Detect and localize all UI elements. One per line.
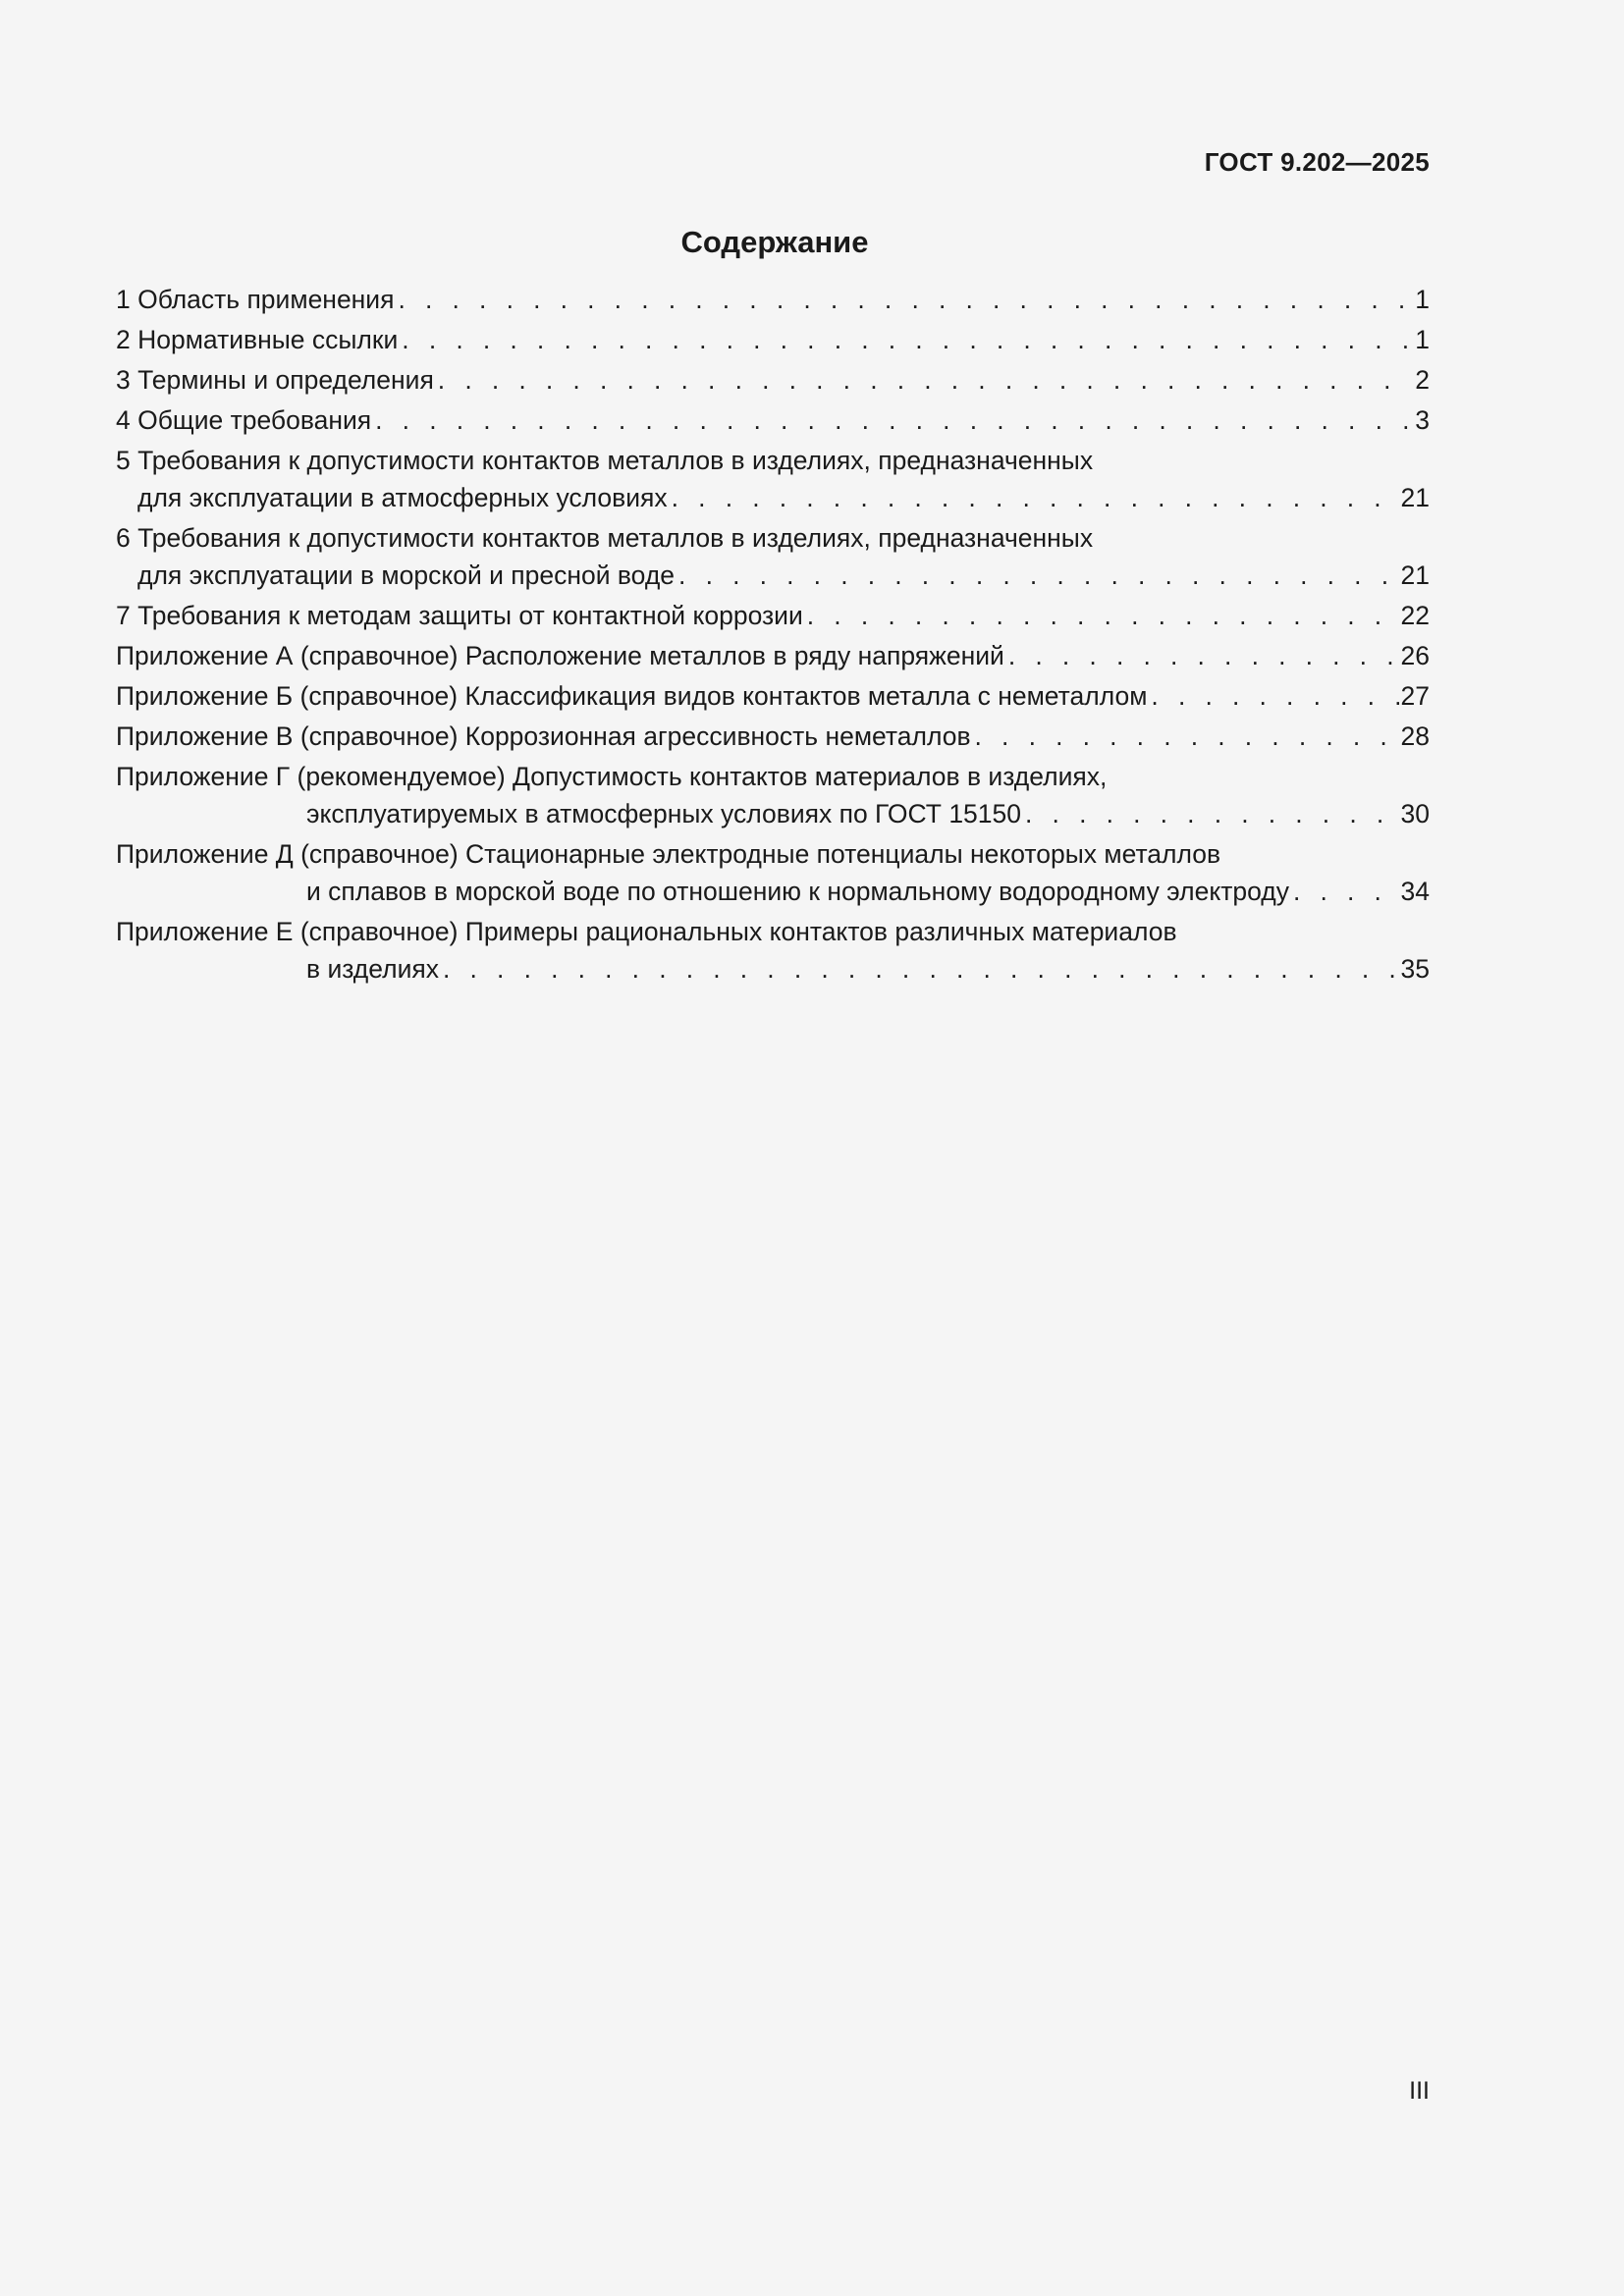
dot-leader <box>443 953 1399 985</box>
toc-line <box>116 364 1430 396</box>
toc-page-number: 2 <box>1415 365 1430 395</box>
toc-line-continuation <box>116 482 1430 513</box>
toc-line <box>116 838 1430 870</box>
dot-leader <box>672 482 1399 513</box>
toc-entry-appendix-v[interactable] <box>116 721 1430 752</box>
dot-leader <box>375 404 1413 436</box>
toc-line <box>116 721 1430 752</box>
toc-entry-title-continuation: и сплавов в морской воде по отношению к нормальному водородному электроду <box>306 877 1289 906</box>
toc-page-number: 34 <box>1400 877 1430 906</box>
dot-leader <box>807 600 1399 631</box>
toc-page-number: 30 <box>1400 799 1430 828</box>
toc-entry-title-continuation: для эксплуатации в атмосферных условиях <box>137 483 668 512</box>
dot-leader <box>975 721 1399 752</box>
dot-leader <box>1025 798 1399 829</box>
toc-page-number: 3 <box>1415 405 1430 435</box>
toc-entry-appendix-e[interactable] <box>116 916 1430 985</box>
toc-entry-section-1[interactable] <box>116 284 1430 315</box>
toc-entry-appendix-b[interactable] <box>116 680 1430 712</box>
toc-line <box>116 640 1430 671</box>
toc-line <box>116 445 1430 476</box>
toc-line <box>116 324 1430 355</box>
dot-leader <box>678 560 1398 591</box>
toc-page-number: 22 <box>1400 601 1430 630</box>
page-number: III <box>1409 2077 1430 2105</box>
toc-line <box>116 522 1430 554</box>
toc-page-number: 26 <box>1400 641 1430 670</box>
toc-line-continuation <box>116 798 1430 829</box>
toc-line <box>116 404 1430 436</box>
toc-line-continuation <box>116 876 1430 907</box>
toc-page-number: 21 <box>1400 483 1430 512</box>
toc-entry-title-continuation: для эксплуатации в морской и пресной воде <box>137 561 676 590</box>
toc-entry-section-3[interactable] <box>116 364 1430 396</box>
toc-entry-title-continuation: в изделиях <box>306 954 439 984</box>
document-code: ГОСТ 9.202—2025 <box>1204 147 1430 177</box>
toc-entry-title: 2 Нормативные ссылки <box>116 325 399 354</box>
toc-page-number: 21 <box>1400 561 1430 590</box>
toc-line <box>116 600 1430 631</box>
toc-line-continuation <box>116 560 1430 591</box>
dot-leader <box>398 284 1413 315</box>
toc-entry-title: Приложение Г (рекомендуемое) Допустимость контактов материалов в изделиях, <box>116 762 1108 791</box>
page-title: Содержание <box>680 225 869 259</box>
toc-entry-appendix-d[interactable] <box>116 838 1430 907</box>
toc-page-number: 35 <box>1400 954 1430 984</box>
toc-line <box>116 284 1430 315</box>
toc-entry-title: Приложение Б (справочное) Классификация видов контактов металла с неметаллом <box>116 681 1148 711</box>
toc-entry-appendix-a[interactable] <box>116 640 1430 671</box>
toc-line <box>116 680 1430 712</box>
table-of-contents <box>116 284 1430 993</box>
toc-entry-section-4[interactable] <box>116 404 1430 436</box>
toc-line <box>116 916 1430 947</box>
toc-entry-title: Приложение Д (справочное) Стационарные электродные потенциалы некоторых металлов <box>116 839 1221 869</box>
toc-entry-title: 4 Общие требования <box>116 405 372 435</box>
toc-page-number: 27 <box>1400 681 1430 711</box>
toc-line <box>116 761 1430 792</box>
toc-entry-title: Приложение В (справочное) Коррозионная агрессивность неметаллов <box>116 721 971 751</box>
toc-page-number: 28 <box>1400 721 1430 751</box>
toc-page-number: 1 <box>1415 325 1430 354</box>
toc-entry-title-continuation: эксплуатируемых в атмосферных условиях по ГОСТ 15150 <box>306 799 1022 828</box>
toc-entry-title: 5 Требования к допустимости контактов металлов в изделиях, предназначенных <box>116 446 1094 475</box>
toc-entry-title: Приложение Е (справочное) Примеры рациональных контактов различных материалов <box>116 917 1177 946</box>
toc-page-number: 1 <box>1415 285 1430 314</box>
toc-entry-title: 6 Требования к допустимости контактов металлов в изделиях, предназначенных <box>116 523 1094 553</box>
dot-leader <box>1293 876 1399 907</box>
toc-line-continuation <box>116 953 1430 985</box>
dot-leader <box>1151 680 1398 712</box>
toc-entry-title: 1 Область применения <box>116 285 395 314</box>
toc-entry-title: 7 Требования к методам защиты от контактной коррозии <box>116 601 803 630</box>
dot-leader <box>1008 640 1399 671</box>
toc-entry-section-5[interactable] <box>116 445 1430 513</box>
toc-entry-appendix-g[interactable] <box>116 761 1430 829</box>
toc-entry-section-7[interactable] <box>116 600 1430 631</box>
toc-entry-section-2[interactable] <box>116 324 1430 355</box>
dot-leader <box>402 324 1413 355</box>
toc-entry-title: Приложение А (справочное) Расположение металлов в ряду напряжений <box>116 641 1004 670</box>
dot-leader <box>438 364 1413 396</box>
toc-entry-section-6[interactable] <box>116 522 1430 591</box>
toc-entry-title: 3 Термины и определения <box>116 365 434 395</box>
